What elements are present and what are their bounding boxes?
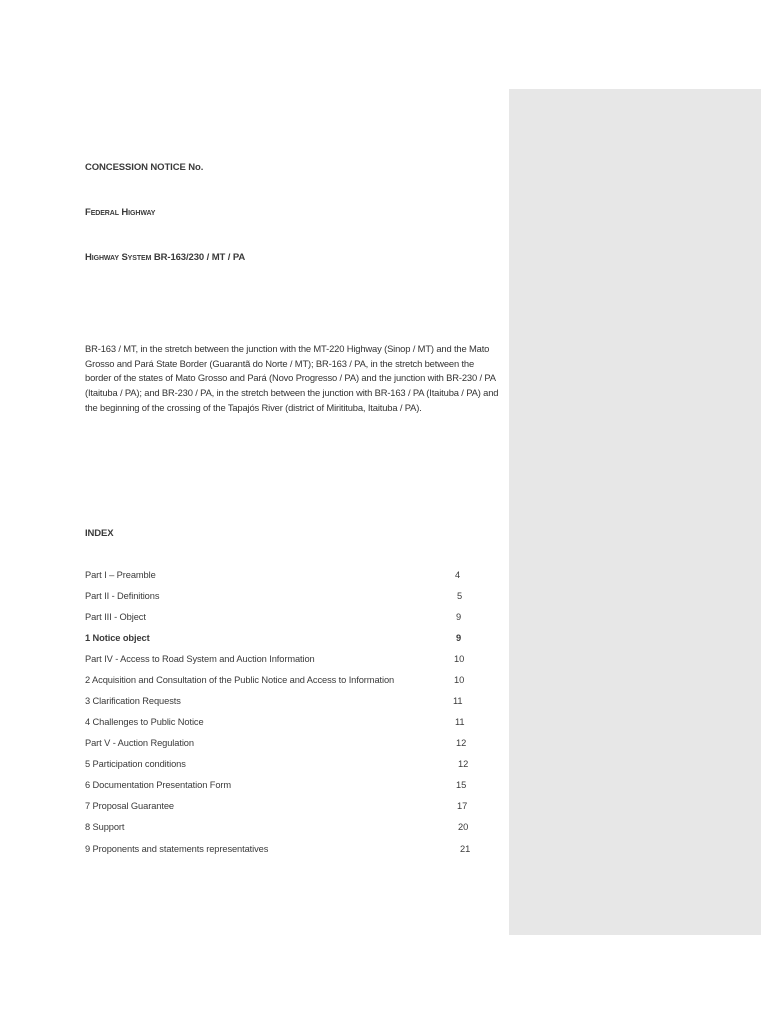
- index-entry-label: 9 Proponents and statements representatives: [85, 844, 269, 854]
- index-entry: [85, 612, 475, 626]
- notice-title: CONCESSION NOTICE No.: [85, 162, 204, 173]
- index-entry: [85, 570, 475, 584]
- index-entry: [85, 591, 475, 605]
- index-entry: [85, 696, 475, 710]
- index-entry: [85, 738, 475, 752]
- comment-margin-pane: [509, 89, 761, 935]
- index-entry: [85, 822, 475, 836]
- index-entry-label: Part IV - Access to Road System and Auction Information: [85, 654, 315, 664]
- intro-paragraph: BR-163 / MT, in the stretch between the junction with the MT-220 Highway (Sinop / MT) and the Mato Grosso and Pará State Border (Guarantã do Norte / MT); BR-163 / PA, in the stretch between the border of the states of Mato Grosso and Pará (Novo Progresso / PA) and the junction with BR-230 / PA (Itaituba / PA); and BR-230 / PA, in the stretch between the junction with BR-163 / PA (Itaituba / PA) and the beginning of the crossing of the Tapajós River (district of Miritituba, Itaituba / PA).: [85, 343, 499, 413]
- index-entry-page: 21: [460, 844, 471, 854]
- index-entry-page: 10: [454, 675, 465, 685]
- index-entry-label: Part III - Object: [85, 612, 146, 622]
- index-entry-label: 4 Challenges to Public Notice: [85, 717, 204, 727]
- index-entry-page: 9: [456, 633, 462, 643]
- index-entry: [85, 675, 475, 689]
- index-entry-label: Part II - Definitions: [85, 591, 160, 601]
- index-title: INDEX: [85, 528, 114, 539]
- index-entry-page: 4: [455, 570, 461, 580]
- index-entry-label: 2 Acquisition and Consultation of the Public Notice and Access to Information: [85, 675, 395, 685]
- index-entry-label: 5 Participation conditions: [85, 759, 186, 769]
- index-entry-page: 12: [456, 738, 467, 748]
- index-entry-page: 12: [458, 759, 469, 769]
- highway-system-code: BR-163/230 / MT / PA: [153, 252, 246, 263]
- index-entry: [85, 654, 475, 668]
- highway-system-heading: [85, 252, 245, 263]
- index-entry: [85, 717, 475, 731]
- index-entry: [85, 844, 475, 858]
- index-entry-label: 7 Proposal Guarantee: [85, 801, 174, 811]
- index-entry: [85, 759, 475, 773]
- index-entry-page: 10: [454, 654, 465, 664]
- index-entry: [85, 801, 475, 815]
- index-entry-page: 15: [456, 780, 467, 790]
- index-entry-label: 6 Documentation Presentation Form: [85, 780, 232, 790]
- index-entry-page: 20: [458, 822, 469, 832]
- index-entry-label: Part V - Auction Regulation: [85, 738, 194, 748]
- index-entry: [85, 780, 475, 794]
- highway-system-prefix: Highway System: [85, 252, 152, 263]
- index-entry-label: 1 Notice object: [85, 633, 150, 643]
- index-entry-page: 5: [457, 591, 463, 601]
- index-entry-page: 9: [456, 612, 462, 622]
- index-entry-label: 8 Support: [85, 822, 125, 832]
- index-entry-page: 11: [453, 696, 463, 706]
- index-entry-page: 17: [457, 801, 468, 811]
- index-entry-label: Part I – Preamble: [85, 570, 156, 580]
- index-entry-label: 3 Clarification Requests: [85, 696, 181, 706]
- index-entry: [85, 633, 475, 647]
- federal-highway-heading: Federal Highway: [85, 207, 156, 218]
- index-entry-page: 11: [455, 717, 465, 727]
